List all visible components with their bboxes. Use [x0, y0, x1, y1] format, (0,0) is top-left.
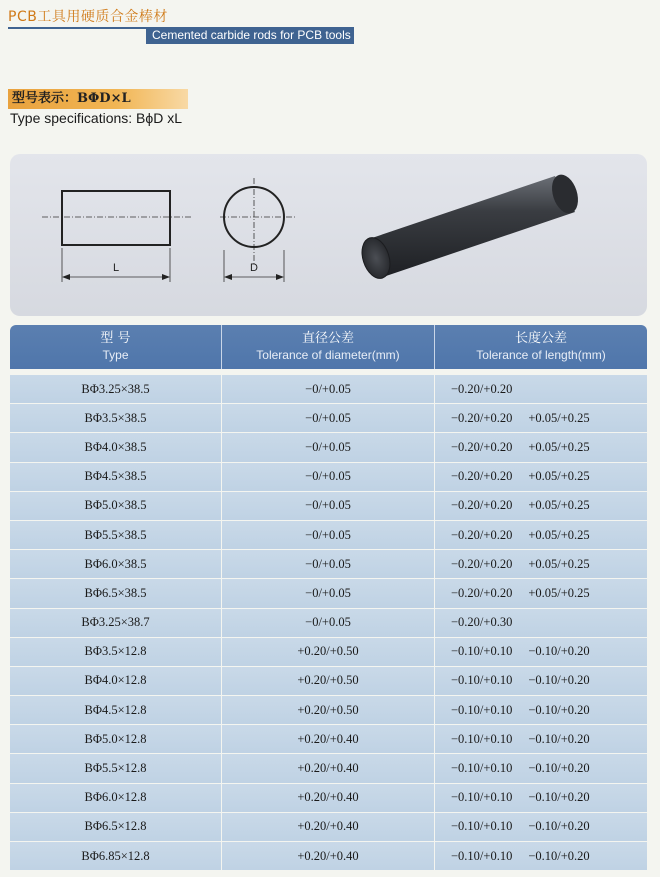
cell-length [435, 842, 647, 870]
spec-label-en: Type specifications: BϕD xL [10, 110, 183, 126]
type-value: BΦ6.0×38.5 [84, 556, 147, 571]
type-value: BΦ4.5×38.5 [84, 469, 147, 484]
tolerance-table [10, 325, 647, 871]
cell-diameter [222, 784, 435, 812]
length-tolerance-a: −0.10/+0.10 [451, 644, 513, 659]
type-value: BΦ6.5×12.8 [84, 819, 147, 834]
header-length [435, 325, 647, 369]
cell-diameter [222, 754, 435, 782]
spec-label-cn: 型号表示：BΦD×L [8, 89, 188, 109]
type-value: BΦ4.5×12.8 [84, 702, 147, 717]
rod-photo [357, 171, 582, 282]
length-tolerance-a: −0.20/+0.20 [451, 498, 513, 513]
cell-diameter [222, 813, 435, 841]
cell-type [10, 579, 222, 607]
cell-diameter [222, 550, 435, 578]
cell-type [10, 784, 222, 812]
table-row [10, 404, 647, 433]
table-row [10, 463, 647, 492]
table-body [10, 375, 647, 871]
header-type-cn: 型 号 [100, 331, 131, 346]
diameter-tolerance: +0.20/+0.40 [297, 761, 359, 776]
cell-diameter [222, 667, 435, 695]
cell-length [435, 784, 647, 812]
table-row [10, 609, 647, 638]
cell-length [435, 696, 647, 724]
length-tolerance-b: −0.10/+0.20 [528, 819, 590, 834]
table-row [10, 754, 647, 783]
diameter-tolerance: +0.20/+0.40 [297, 790, 359, 805]
cell-length [435, 521, 647, 549]
length-tolerance-a: −0.10/+0.10 [451, 819, 513, 834]
cell-diameter [222, 492, 435, 520]
diameter-label: D [250, 262, 258, 274]
table-row [10, 813, 647, 842]
cell-type [10, 667, 222, 695]
header-length-en: Tolerance of length(mm) [476, 348, 606, 362]
diameter-tolerance: −0/+0.05 [305, 556, 351, 571]
cell-length [435, 754, 647, 782]
cell-type [10, 463, 222, 491]
type-value: BΦ3.25×38.5 [81, 381, 150, 396]
diameter-tolerance: +0.20/+0.50 [297, 644, 359, 659]
cell-type [10, 521, 222, 549]
cell-type [10, 492, 222, 520]
table-row [10, 696, 647, 725]
cell-length [435, 579, 647, 607]
length-tolerance-b: +0.05/+0.25 [528, 527, 590, 542]
diameter-tolerance: −0/+0.05 [305, 585, 351, 600]
length-tolerance-a: −0.20/+0.20 [451, 527, 513, 542]
diameter-tolerance: −0/+0.05 [305, 410, 351, 425]
cell-diameter [222, 521, 435, 549]
length-tolerance-a: −0.10/+0.10 [451, 673, 513, 688]
cell-diameter [222, 725, 435, 753]
length-tolerance-b: −0.10/+0.20 [528, 848, 590, 863]
header-type [10, 325, 222, 369]
table-header [10, 325, 647, 369]
cell-diameter [222, 579, 435, 607]
diameter-tolerance: −0/+0.05 [305, 381, 351, 396]
cell-length [435, 667, 647, 695]
type-value: BΦ4.0×12.8 [84, 673, 147, 688]
cell-diameter [222, 638, 435, 666]
diameter-tolerance: −0/+0.05 [305, 498, 351, 513]
page-title-en: Cemented carbide rods for PCB tools [146, 27, 354, 44]
cell-length [435, 638, 647, 666]
cell-type [10, 638, 222, 666]
length-tolerance-a: −0.10/+0.10 [451, 848, 513, 863]
header-type-en: Type [102, 348, 129, 362]
type-value: BΦ3.5×12.8 [84, 644, 147, 659]
type-value: BΦ6.0×12.8 [84, 790, 147, 805]
cell-diameter [222, 842, 435, 870]
cell-diameter [222, 375, 435, 403]
type-value: BΦ6.85×12.8 [81, 848, 150, 863]
page-title-cn: PCB工具用硬质合金棒材 [8, 9, 168, 25]
cell-type [10, 696, 222, 724]
diameter-tolerance: −0/+0.05 [305, 439, 351, 454]
diameter-tolerance: +0.20/+0.40 [297, 819, 359, 834]
table-row [10, 784, 647, 813]
table-row [10, 375, 647, 404]
cell-diameter [222, 696, 435, 724]
length-tolerance-b: +0.05/+0.25 [528, 556, 590, 571]
length-tolerance-a: −0.10/+0.10 [451, 731, 513, 746]
cell-length [435, 609, 647, 637]
type-value: BΦ3.25×38.7 [81, 615, 150, 630]
cell-diameter [222, 433, 435, 461]
table-row [10, 638, 647, 667]
type-value: BΦ5.0×12.8 [84, 731, 147, 746]
type-value: BΦ5.5×12.8 [84, 761, 147, 776]
table-row [10, 725, 647, 754]
table-row [10, 842, 647, 871]
length-tolerance-a: −0.20/+0.20 [451, 585, 513, 600]
length-tolerance-b: +0.05/+0.25 [528, 498, 590, 513]
length-tolerance-a: −0.20/+0.20 [451, 556, 513, 571]
cell-length [435, 375, 647, 403]
length-label: L [112, 262, 120, 274]
length-tolerance-a: −0.10/+0.10 [451, 761, 513, 776]
cell-type [10, 813, 222, 841]
header-diameter-cn: 直径公差 [301, 331, 354, 346]
header-diameter [222, 325, 435, 369]
diameter-tolerance: −0/+0.05 [305, 527, 351, 542]
cell-length [435, 725, 647, 753]
cell-length [435, 433, 647, 461]
cell-type [10, 842, 222, 870]
length-tolerance-b: −0.10/+0.20 [528, 731, 590, 746]
cell-type [10, 609, 222, 637]
length-tolerance-b: −0.10/+0.20 [528, 702, 590, 717]
length-tolerance-a: −0.20/+0.20 [451, 439, 513, 454]
diameter-tolerance: +0.20/+0.50 [297, 702, 359, 717]
length-tolerance-a: −0.20/+0.30 [451, 615, 513, 630]
header-length-cn: 长度公差 [514, 331, 567, 346]
length-tolerance-b: −0.10/+0.20 [528, 673, 590, 688]
diameter-tolerance: +0.20/+0.50 [297, 673, 359, 688]
type-value: BΦ3.5×38.5 [84, 410, 147, 425]
length-tolerance-b: +0.05/+0.25 [528, 585, 590, 600]
table-row [10, 579, 647, 608]
table-row [10, 521, 647, 550]
header-diameter-en: Tolerance of diameter(mm) [256, 348, 400, 362]
cell-diameter [222, 404, 435, 432]
length-tolerance-b: +0.05/+0.25 [528, 410, 590, 425]
cell-type [10, 754, 222, 782]
type-value: BΦ5.5×38.5 [84, 527, 147, 542]
length-tolerance-b: −0.10/+0.20 [528, 790, 590, 805]
cell-length [435, 550, 647, 578]
length-tolerance-a: −0.10/+0.10 [451, 790, 513, 805]
table-row [10, 550, 647, 579]
rod-drawing [10, 154, 647, 316]
length-tolerance-b: −0.10/+0.20 [528, 644, 590, 659]
cell-length [435, 404, 647, 432]
cell-length [435, 492, 647, 520]
length-tolerance-a: −0.20/+0.20 [451, 381, 513, 396]
length-tolerance-b: +0.05/+0.25 [528, 439, 590, 454]
length-tolerance-a: −0.10/+0.10 [451, 702, 513, 717]
length-tolerance-b: +0.05/+0.25 [528, 469, 590, 484]
table-row [10, 492, 647, 521]
type-value: BΦ6.5×38.5 [84, 585, 147, 600]
figure-panel [10, 154, 647, 316]
cell-type [10, 725, 222, 753]
cell-type [10, 433, 222, 461]
table-row [10, 433, 647, 462]
cell-type [10, 404, 222, 432]
cell-diameter [222, 609, 435, 637]
cell-length [435, 463, 647, 491]
diameter-tolerance: −0/+0.05 [305, 469, 351, 484]
length-tolerance-a: −0.20/+0.20 [451, 469, 513, 484]
cell-type [10, 375, 222, 403]
diameter-tolerance: +0.20/+0.40 [297, 848, 359, 863]
length-tolerance-b: −0.10/+0.20 [528, 761, 590, 776]
cell-diameter [222, 463, 435, 491]
cell-type [10, 550, 222, 578]
diameter-tolerance: +0.20/+0.40 [297, 731, 359, 746]
cell-length [435, 813, 647, 841]
length-tolerance-a: −0.20/+0.20 [451, 410, 513, 425]
diameter-tolerance: −0/+0.05 [305, 615, 351, 630]
type-value: BΦ5.0×38.5 [84, 498, 147, 513]
type-value: BΦ4.0×38.5 [84, 439, 147, 454]
table-row [10, 667, 647, 696]
